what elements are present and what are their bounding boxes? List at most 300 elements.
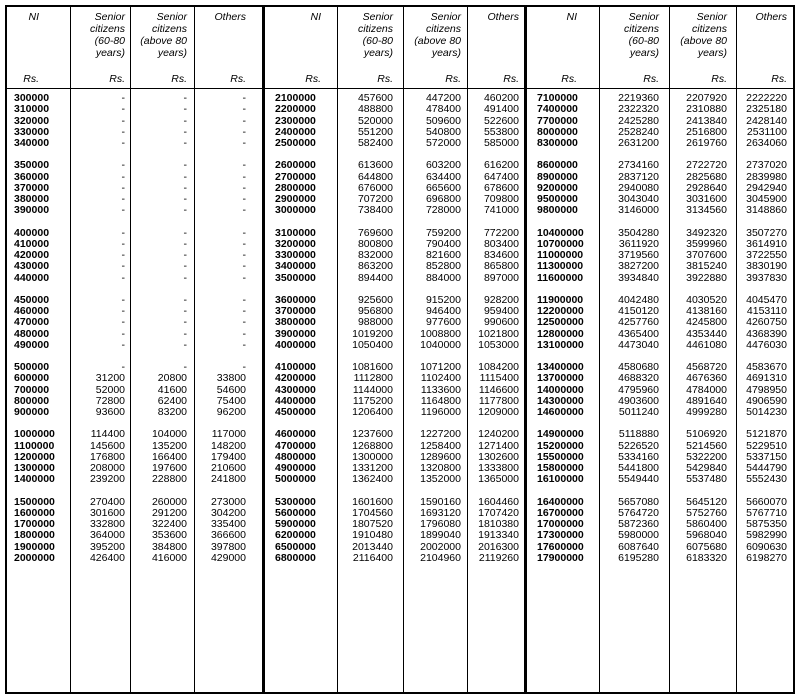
header-line: Senior	[362, 11, 393, 23]
header-line: citizens	[357, 23, 393, 35]
super-senior-value: 5322200	[686, 450, 727, 463]
others-value: 5444790	[746, 462, 787, 474]
super-senior-value: 5645120	[686, 495, 727, 508]
senior-value: 644800	[357, 170, 393, 183]
super-senior-value: 291200	[151, 506, 187, 519]
ni-value: 12800000	[537, 327, 584, 340]
table-row	[5, 340, 795, 351]
header-line: citizens	[151, 23, 187, 35]
senior-value: 3719560	[618, 249, 659, 261]
super-senior-value: -	[183, 125, 187, 138]
senior-value: 4042480	[618, 293, 659, 306]
super-senior-value: -	[183, 249, 187, 261]
super-senior-value: 416000	[151, 551, 187, 564]
ni-value: 11000000	[537, 249, 584, 261]
others-value: 897000	[483, 271, 519, 284]
others-value: 4260750	[746, 316, 787, 329]
senior-value: -	[121, 204, 125, 217]
senior-value: 1050400	[352, 338, 393, 351]
ni-value: 2200000	[275, 103, 316, 116]
others-value: 5982990	[746, 529, 787, 542]
table-row	[5, 104, 795, 115]
senior-value: -	[121, 170, 125, 183]
header-line: years)	[629, 47, 659, 59]
ni-value: 410000	[14, 237, 50, 250]
table-row	[5, 183, 795, 194]
senior-value: 4365400	[618, 327, 659, 340]
senior-value: 2013440	[352, 540, 393, 553]
ni-value: 1300000	[14, 462, 55, 474]
senior-value: 5226520	[618, 439, 659, 452]
unit-label: Rs.	[377, 73, 393, 85]
super-senior-value: 1040000	[420, 338, 461, 351]
ni-value: 17900000	[537, 551, 584, 564]
senior-value: 364000	[89, 529, 125, 542]
senior-value: 988000	[357, 316, 393, 329]
others-value: 2942940	[746, 181, 787, 194]
senior-value: 956800	[357, 305, 393, 317]
others-value: 2016300	[478, 540, 519, 553]
others-value: -	[242, 293, 246, 306]
senior-value: 676000	[357, 181, 393, 194]
super-senior-value: 5860400	[686, 518, 727, 530]
ni-value: 13400000	[537, 361, 584, 373]
others-value: 4583670	[746, 361, 787, 373]
senior-value: 488800	[357, 103, 393, 116]
unit-label: Rs.	[305, 73, 321, 85]
super-senior-value: 759200	[425, 226, 461, 239]
super-senior-value: 2002000	[420, 540, 461, 553]
others-value: 5767710	[746, 506, 787, 519]
ni-value: 9800000	[537, 204, 578, 217]
table-row	[5, 362, 795, 373]
senior-value: 3827200	[618, 260, 659, 273]
unit-label: Rs.	[503, 73, 519, 85]
table-row	[5, 396, 795, 407]
table-row	[5, 93, 795, 104]
ni-value: 15200000	[537, 439, 584, 452]
others-value: 5875350	[746, 518, 787, 530]
others-value: 1707420	[478, 506, 519, 519]
table-row	[5, 385, 795, 396]
others-value: 366600	[210, 529, 246, 542]
others-value: 335400	[210, 518, 246, 530]
senior-value: 582400	[357, 137, 393, 149]
senior-value: 2837120	[618, 170, 659, 183]
super-senior-value: 83200	[157, 406, 187, 418]
others-value: 616200	[483, 159, 519, 172]
super-senior-value: 1289600	[420, 450, 461, 463]
senior-value: 3934840	[618, 271, 659, 284]
ni-value: 500000	[14, 361, 50, 373]
senior-value: 1807520	[352, 518, 393, 530]
super-senior-value: 384800	[151, 540, 187, 553]
senior-value: 3043040	[618, 193, 659, 205]
senior-value: -	[121, 260, 125, 273]
others-value: 3722550	[746, 249, 787, 261]
senior-value: 2322320	[618, 103, 659, 116]
super-senior-value: 2619760	[686, 137, 727, 149]
super-senior-value: 3922880	[686, 271, 727, 284]
ni-value: 4100000	[275, 361, 316, 373]
ni-value: 470000	[14, 316, 50, 329]
ni-value: 300000	[14, 92, 50, 104]
others-value: 1115400	[479, 372, 519, 385]
others-value: 1810380	[478, 518, 519, 530]
super-senior-value: -	[183, 170, 187, 183]
senior-value: 5872360	[618, 518, 659, 530]
table-row	[5, 441, 795, 452]
senior-value: 5980000	[618, 529, 659, 542]
super-senior-value: 1008800	[420, 327, 461, 340]
header-others	[487, 11, 519, 23]
senior-value: 832000	[357, 249, 393, 261]
ni-value: 4700000	[275, 439, 316, 452]
ni-value: 1000000	[14, 428, 55, 441]
ni-value: 7100000	[537, 92, 578, 104]
senior-value: 5118880	[618, 428, 659, 441]
senior-value: 4903600	[618, 394, 659, 407]
super-senior-value: 4676360	[686, 372, 727, 385]
others-value: 1053000	[478, 338, 519, 351]
others-value: 4153110	[746, 305, 787, 317]
super-senior-value: 915200	[425, 293, 461, 306]
super-senior-value: 790400	[425, 237, 461, 250]
header-line: Others	[214, 11, 246, 23]
super-senior-value: 41600	[157, 383, 187, 396]
ni-value: 14900000	[537, 428, 584, 441]
super-senior-value: 478400	[425, 103, 461, 116]
super-senior-value: 4245800	[686, 316, 727, 329]
others-value: 2531100	[746, 125, 787, 138]
senior-value: 1081600	[352, 361, 393, 373]
header-ni	[29, 11, 40, 23]
header-line: citizens	[89, 23, 125, 35]
ni-value: 10400000	[537, 226, 584, 239]
others-value: 585000	[483, 137, 519, 149]
super-senior-value: -	[183, 114, 187, 127]
others-value: 772200	[483, 226, 519, 239]
super-senior-value: 665600	[425, 181, 461, 194]
super-senior-value: 5752760	[686, 506, 727, 519]
super-senior-value: 4999280	[686, 406, 727, 418]
ni-value: 3900000	[275, 327, 316, 340]
ni-value: 430000	[14, 260, 50, 273]
senior-value: 1910480	[352, 529, 393, 542]
others-value: 959400	[483, 305, 519, 317]
ni-value: 600000	[14, 372, 50, 385]
ni-value: 6800000	[275, 551, 316, 564]
ni-value: 4500000	[275, 406, 316, 418]
ni-value: 2900000	[275, 193, 316, 205]
others-value: 1209000	[478, 406, 519, 418]
ni-value: 1100000	[14, 439, 55, 452]
senior-value: 4150120	[618, 305, 659, 317]
senior-value: 5549440	[618, 473, 659, 486]
ni-value: 3400000	[275, 260, 316, 273]
super-senior-value: 1320800	[420, 462, 461, 474]
table-row	[5, 239, 795, 250]
table-row	[5, 138, 795, 149]
ni-value: 310000	[14, 103, 50, 116]
super-senior-value: 540800	[425, 125, 461, 138]
header-super-senior-citizens	[414, 11, 461, 59]
senior-value: 4473040	[618, 338, 659, 351]
table-row	[5, 508, 795, 519]
others-value: -	[242, 103, 246, 116]
super-senior-value: 5429840	[686, 462, 727, 474]
table-row	[5, 160, 795, 171]
header-line: (60-80	[94, 35, 125, 47]
header-line: Others	[487, 11, 519, 23]
super-senior-value: 228800	[151, 473, 187, 486]
header-line: Others	[755, 11, 787, 23]
ni-value: 12500000	[537, 316, 584, 329]
ni-value: 4400000	[275, 394, 316, 407]
table-row	[5, 542, 795, 553]
super-senior-value: 3134560	[686, 204, 727, 217]
super-senior-value: -	[183, 271, 187, 284]
ni-value: 1500000	[14, 495, 55, 508]
ni-value: 8600000	[537, 159, 578, 172]
ni-value: 900000	[14, 406, 50, 418]
table-row	[5, 553, 795, 564]
super-senior-value: 603200	[425, 159, 461, 172]
others-value: -	[242, 114, 246, 127]
super-senior-value: -	[183, 361, 187, 373]
others-value: 6090630	[746, 540, 787, 553]
super-senior-value: 977600	[425, 316, 461, 329]
others-value: 1240200	[478, 428, 519, 441]
ni-value: 2300000	[275, 114, 316, 127]
super-senior-value: -	[183, 226, 187, 239]
ni-value: 8000000	[537, 125, 578, 138]
others-value: -	[242, 361, 246, 373]
ni-value: 16700000	[537, 506, 584, 519]
table-row	[5, 519, 795, 530]
header-line: Senior	[156, 11, 187, 23]
senior-value: -	[121, 193, 125, 205]
table-row	[5, 205, 795, 216]
senior-value: 2425280	[618, 114, 659, 127]
others-value: 117000	[211, 428, 246, 441]
senior-value: 301600	[89, 506, 125, 519]
ni-value: 460000	[14, 305, 50, 317]
senior-value: 800800	[357, 237, 393, 250]
others-value: 429000	[210, 551, 246, 564]
header-line: NI	[28, 11, 39, 23]
super-senior-value: 5106920	[686, 428, 727, 441]
senior-value: 239200	[89, 473, 125, 486]
others-value: 491400	[483, 103, 519, 116]
ni-value: 1800000	[14, 529, 55, 542]
ni-value: 3700000	[275, 305, 316, 317]
table-row	[5, 530, 795, 541]
super-senior-value: 6075680	[686, 540, 727, 553]
header-senior-citizens	[358, 11, 393, 59]
senior-value: -	[121, 103, 125, 116]
super-senior-value: 696800	[425, 193, 461, 205]
table-row	[5, 407, 795, 418]
ni-value: 390000	[14, 204, 50, 217]
ni-value: 10700000	[537, 237, 584, 250]
senior-value: 93600	[95, 406, 125, 418]
others-value: -	[242, 193, 246, 205]
ni-value: 3200000	[275, 237, 316, 250]
ni-value: 4300000	[275, 383, 316, 396]
senior-value: -	[121, 159, 125, 172]
others-value: 1604460	[478, 495, 519, 508]
senior-value: -	[121, 125, 125, 138]
super-senior-value: 3492320	[686, 226, 727, 239]
others-value: -	[242, 204, 246, 217]
super-senior-value: 3599960	[686, 237, 727, 250]
others-value: -	[242, 237, 246, 250]
others-value: 148200	[210, 439, 246, 452]
ni-value: 4900000	[275, 462, 316, 474]
header-line: NI	[566, 11, 577, 23]
others-value: 4368390	[746, 327, 787, 340]
ni-value: 3800000	[275, 316, 316, 329]
super-senior-value: -	[183, 293, 187, 306]
header-line: (above 80	[414, 35, 461, 47]
ni-value: 17600000	[537, 540, 584, 553]
header-line: citizens	[623, 23, 659, 35]
ni-value: 370000	[14, 181, 50, 194]
others-value: 4906590	[746, 394, 787, 407]
ni-value: 320000	[14, 114, 50, 127]
header-super-senior-citizens	[140, 11, 187, 59]
senior-value: 520000	[357, 114, 393, 127]
others-value: 1021800	[478, 327, 519, 340]
others-value: 2634060	[746, 137, 787, 149]
ni-value: 7700000	[537, 114, 578, 127]
senior-value: 114400	[90, 428, 125, 441]
senior-value: 2219360	[618, 92, 659, 104]
super-senior-value: 4353440	[686, 327, 727, 340]
others-value: 96200	[216, 406, 246, 418]
super-senior-value: 4784000	[686, 383, 727, 396]
table-row	[5, 317, 795, 328]
header-line: (above 80	[680, 35, 727, 47]
senior-value: 1206400	[352, 406, 393, 418]
others-value: 2325180	[746, 103, 787, 116]
header-line: NI	[310, 11, 321, 23]
table-row	[5, 273, 795, 284]
super-senior-value: 1133600	[420, 383, 461, 396]
senior-value: 769600	[357, 226, 393, 239]
super-senior-value: 1899040	[420, 529, 461, 542]
others-value: 834600	[483, 249, 519, 261]
header-line: years)	[95, 47, 125, 59]
unit-label: Rs.	[171, 73, 187, 85]
header-senior-citizens	[624, 11, 659, 59]
others-value: 1913340	[478, 529, 519, 542]
others-value: 522600	[483, 114, 519, 127]
senior-value: 1268800	[352, 439, 393, 452]
ni-value: 6200000	[275, 529, 316, 542]
unit-label: Rs.	[109, 73, 125, 85]
ni-value: 8900000	[537, 170, 578, 183]
super-senior-value: 2928640	[686, 181, 727, 194]
others-value: 1365000	[478, 473, 519, 486]
super-senior-value: 821600	[425, 249, 461, 261]
senior-value: -	[121, 271, 125, 284]
table-row	[5, 474, 795, 485]
super-senior-value: 5537480	[686, 473, 727, 486]
ni-value: 3500000	[275, 271, 316, 284]
others-value: 803400	[483, 237, 519, 250]
header-line: years)	[431, 47, 461, 59]
super-senior-value: -	[183, 103, 187, 116]
senior-value: -	[121, 237, 125, 250]
ni-value: 3300000	[275, 249, 316, 261]
unit-label: Rs.	[445, 73, 461, 85]
senior-value: 863200	[357, 260, 393, 273]
table-row	[5, 250, 795, 261]
others-value: 210600	[210, 462, 246, 474]
super-senior-value: 6183320	[686, 551, 727, 564]
super-senior-value: 1196000	[420, 406, 461, 418]
ni-value: 14000000	[537, 383, 584, 396]
senior-value: 738400	[357, 204, 393, 217]
super-senior-value: 5968040	[686, 529, 727, 542]
ni-value: 2600000	[275, 159, 316, 172]
header-line: (60-80	[362, 35, 393, 47]
others-value: 3045900	[746, 193, 787, 205]
others-value: 2119260	[478, 551, 519, 564]
ni-value: 330000	[14, 125, 50, 138]
others-value: 5014230	[746, 406, 787, 418]
ni-value: 1700000	[14, 518, 55, 530]
header-super-senior-citizens	[680, 11, 727, 59]
others-value: -	[242, 316, 246, 329]
ni-value: 4000000	[275, 338, 316, 351]
others-value: 304200	[210, 506, 246, 519]
ni-value: 1400000	[14, 473, 55, 486]
table-row	[5, 497, 795, 508]
unit-label: Rs.	[711, 73, 727, 85]
senior-value: 4580680	[618, 361, 659, 373]
header-line: years)	[697, 47, 727, 59]
super-senior-value: 260000	[151, 495, 187, 508]
ni-value: 450000	[14, 293, 50, 306]
header-line: citizens	[425, 23, 461, 35]
super-senior-value: 197600	[151, 462, 187, 474]
income-tax-table	[5, 5, 795, 694]
super-senior-value: 166400	[151, 450, 187, 463]
ni-value: 2800000	[275, 181, 316, 194]
ni-value: 3600000	[275, 293, 316, 306]
table-row	[5, 463, 795, 474]
senior-value: -	[121, 249, 125, 261]
ni-value: 16400000	[537, 495, 584, 508]
ni-value: 5300000	[275, 495, 316, 508]
header-line: Senior	[94, 11, 125, 23]
ni-value: 2000000	[14, 551, 55, 564]
header-senior-citizens	[90, 11, 125, 59]
others-value: -	[242, 271, 246, 284]
header-line: (60-80	[628, 35, 659, 47]
ni-value: 15500000	[537, 450, 584, 463]
senior-value: 3611920	[618, 237, 659, 250]
unit-label: Rs.	[23, 73, 39, 85]
senior-value: 1331200	[352, 462, 393, 474]
table-row	[5, 306, 795, 317]
super-senior-value: 2825680	[686, 170, 727, 183]
senior-value: 5657080	[618, 495, 659, 508]
super-senior-value: 3707600	[686, 249, 727, 261]
